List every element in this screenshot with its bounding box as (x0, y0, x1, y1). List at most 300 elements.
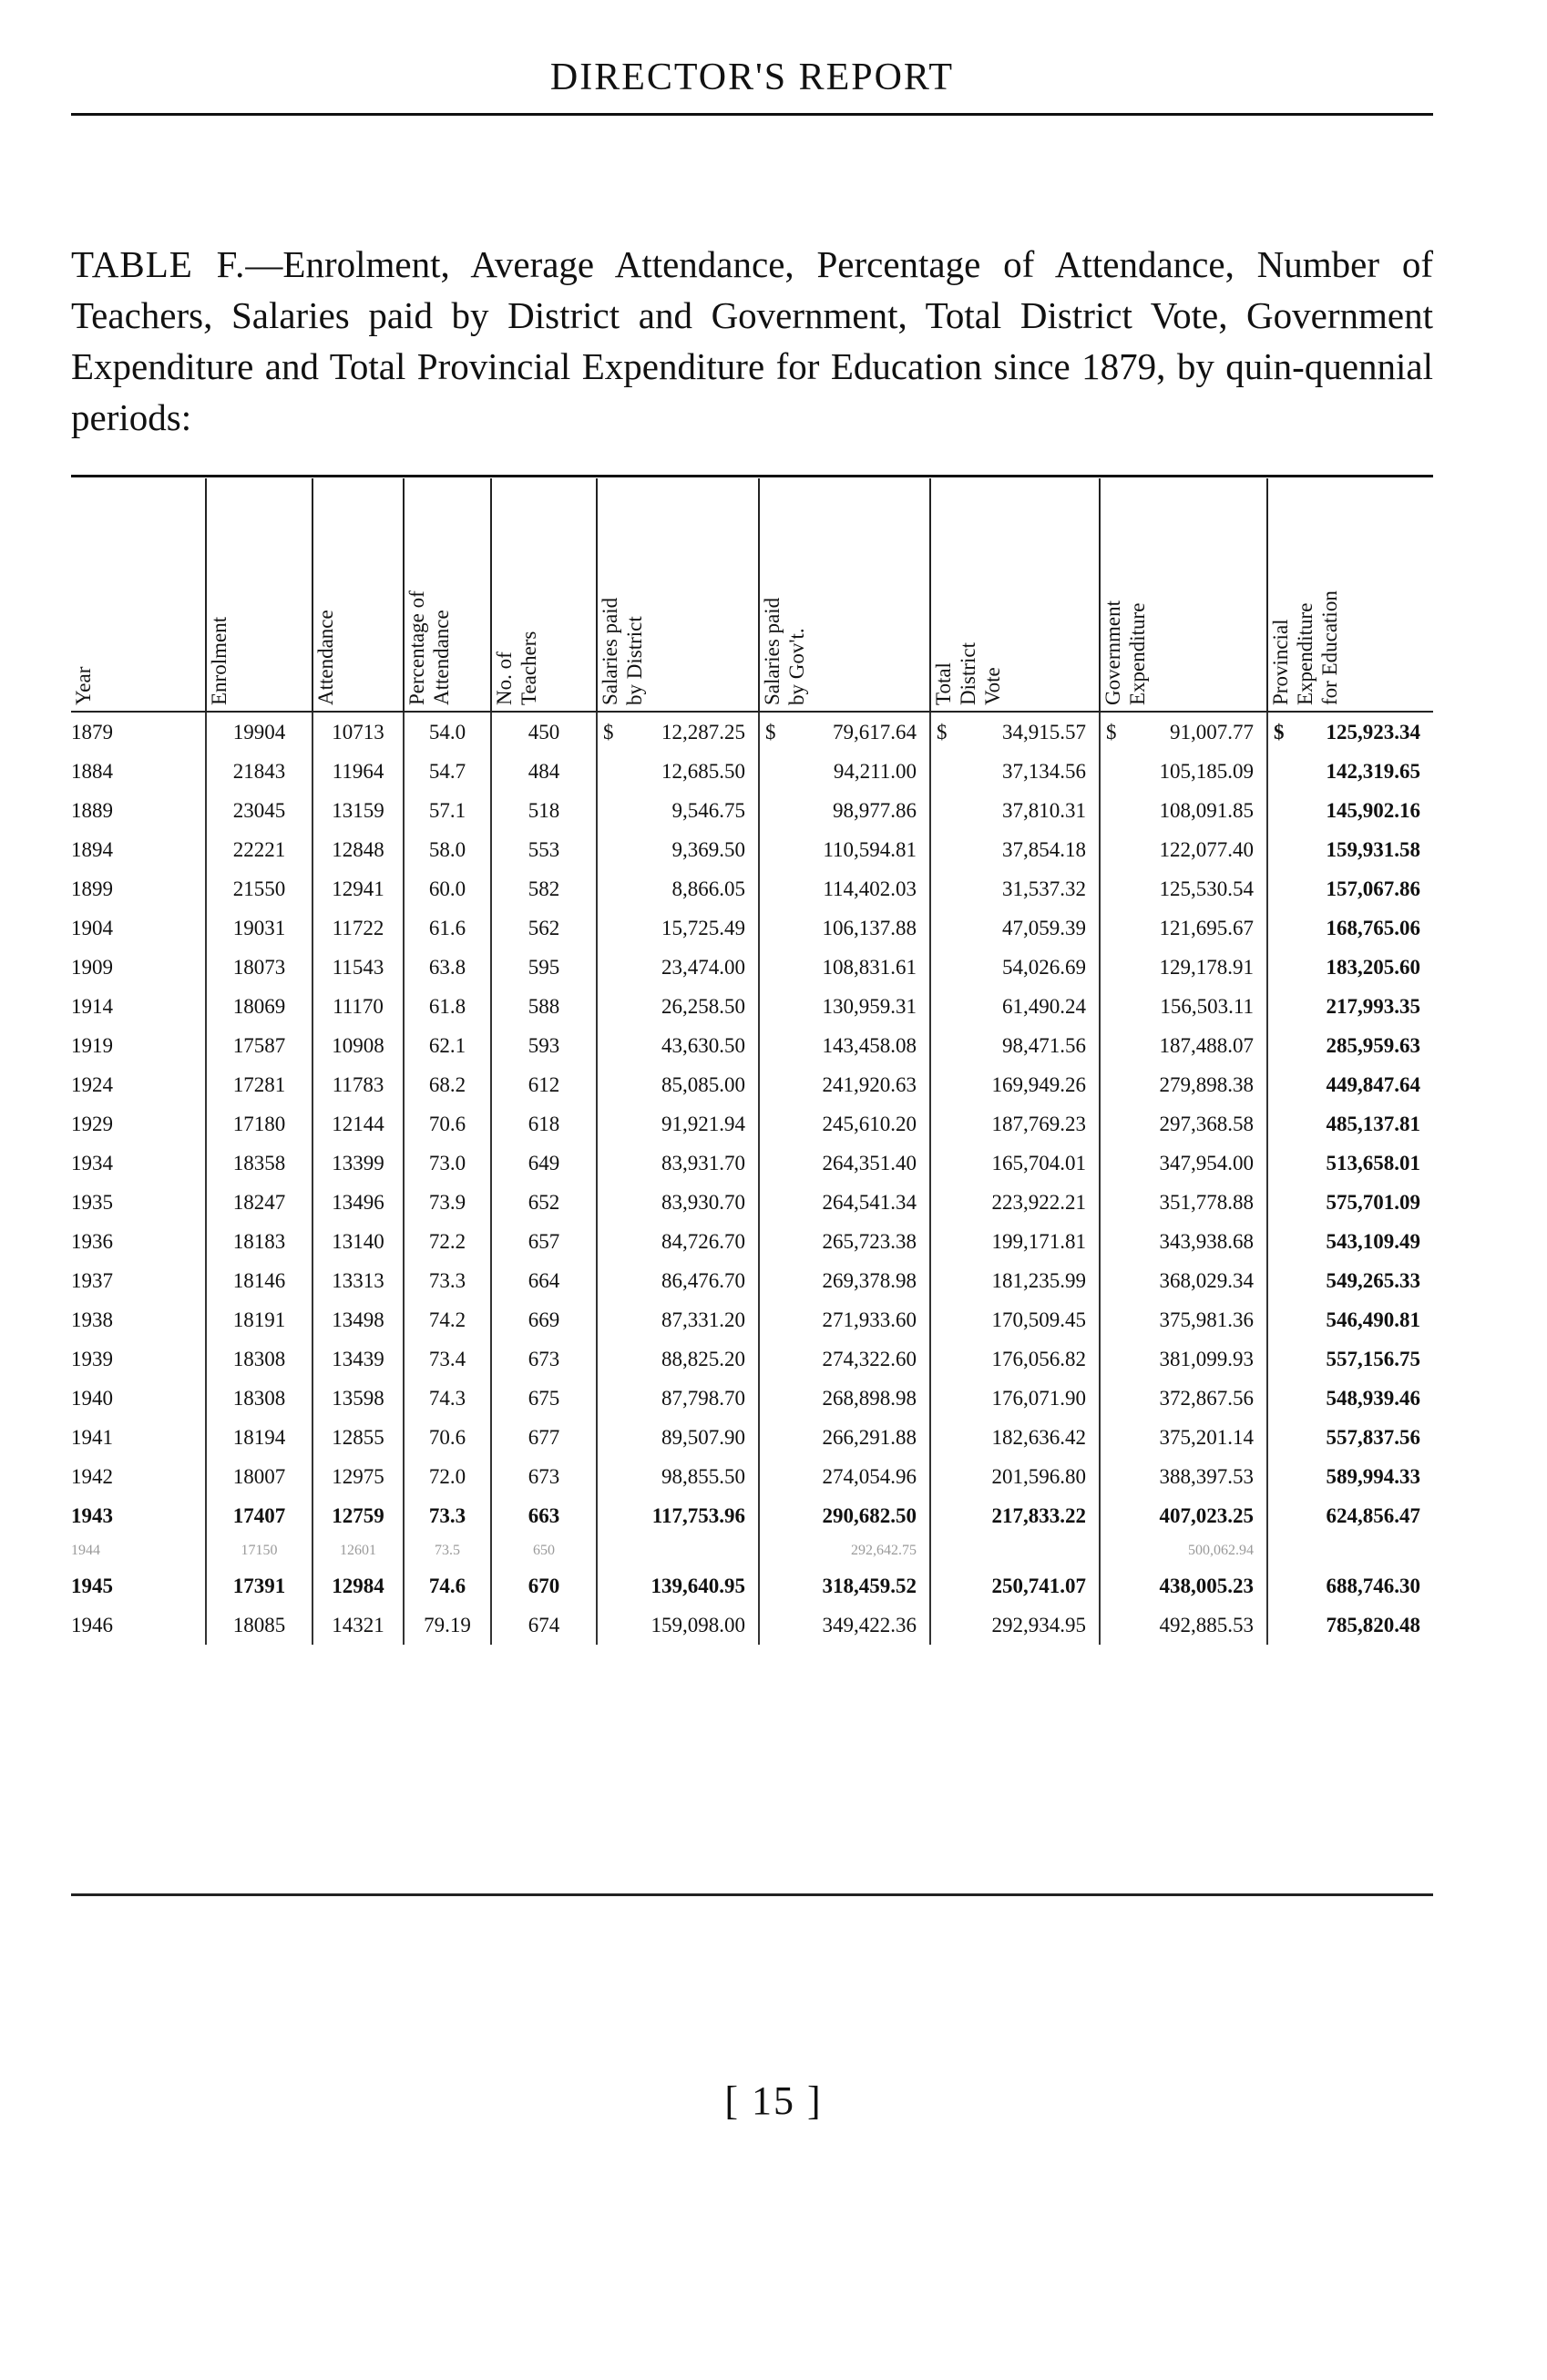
data-cell (206, 1566, 312, 1605)
table-row (71, 948, 1433, 987)
data-cell (491, 1457, 597, 1496)
data-cell (206, 908, 312, 948)
column-header-label: Enrolment (208, 616, 231, 705)
data-cell (1100, 948, 1267, 987)
data-cell (206, 948, 312, 987)
data-cell (930, 1418, 1100, 1457)
cell-value: 12601 (340, 1543, 376, 1558)
cell-value: 34,915.57 (1002, 720, 1086, 744)
cell-value: 18007 (232, 1464, 286, 1488)
data-cell (759, 1222, 930, 1261)
data-cell (759, 1535, 930, 1566)
data-cell (930, 1457, 1100, 1496)
data-cell (759, 1144, 930, 1183)
cell-value: 43,630.50 (661, 1033, 745, 1057)
cell-value: 553 (528, 837, 560, 861)
table-row (71, 712, 1433, 752)
cell-value: 31,537.32 (1002, 877, 1086, 900)
cell-value: 223,922.21 (991, 1190, 1086, 1214)
cell-value: 595 (528, 955, 560, 979)
cell-value: 1899 (71, 877, 113, 900)
cell-value: 114,402.03 (823, 877, 917, 900)
cell-value: 1941 (71, 1425, 113, 1449)
year-cell (71, 1418, 206, 1457)
cell-value: 1919 (71, 1033, 113, 1057)
cell-value: 674 (528, 1613, 560, 1636)
cell-value: 125,923.34 (1326, 720, 1420, 744)
data-cell (491, 1605, 597, 1645)
data-cell (491, 791, 597, 830)
data-cell (404, 712, 491, 752)
cell-value: 500,062.94 (1188, 1543, 1254, 1558)
data-cell (1267, 1222, 1433, 1261)
data-cell (759, 869, 930, 908)
cell-value: 18069 (232, 994, 286, 1018)
cell-value: 47,059.39 (1002, 916, 1086, 939)
caption-text: —Enrolment, Average Attendance, Percentage of Attendance, Number of Teachers, Salaries paid by District and Government, Total District Vote, Government Expenditure and Total Provincial Expenditure for Education since 1879, by quin-quennial periods: (71, 243, 1434, 438)
cell-value: 450 (528, 720, 560, 744)
cell-value: 484 (528, 759, 560, 783)
data-cell (404, 1457, 491, 1496)
cell-value: 9,369.50 (671, 837, 745, 861)
table-row (71, 1496, 1433, 1535)
cell-value: 663 (528, 1503, 560, 1527)
data-cell (1267, 1065, 1433, 1104)
data-cell (491, 948, 597, 987)
cell-value: 349,422.36 (822, 1613, 917, 1636)
data-cell (491, 908, 597, 948)
cell-value: 73.4 (428, 1347, 466, 1370)
data-cell (1100, 869, 1267, 908)
data-cell (1100, 1222, 1267, 1261)
data-cell (759, 1300, 930, 1339)
data-cell (1267, 1261, 1433, 1300)
data-cell (597, 1026, 759, 1065)
cell-value: 26,258.50 (661, 994, 745, 1018)
cell-value: 1939 (71, 1347, 113, 1370)
data-cell (930, 869, 1100, 908)
cell-value: 543,109.49 (1326, 1229, 1420, 1253)
currency-symbol: $ (1274, 720, 1285, 744)
year-cell (71, 1379, 206, 1418)
cell-value: 169,949.26 (991, 1072, 1086, 1096)
cell-value: 106,137.88 (822, 916, 917, 939)
cell-value: 23045 (232, 798, 286, 822)
cell-value: 18146 (232, 1268, 286, 1292)
cell-value: 513,658.01 (1326, 1151, 1420, 1175)
cell-value: 13598 (332, 1386, 384, 1410)
cell-value: 14321 (332, 1613, 384, 1636)
table-row (71, 1339, 1433, 1379)
data-cell (312, 987, 404, 1026)
data-cell (206, 1026, 312, 1065)
cell-value: 13399 (332, 1151, 384, 1175)
data-cell (404, 1104, 491, 1144)
cell-value: 199,171.81 (991, 1229, 1086, 1253)
data-cell (312, 1065, 404, 1104)
year-cell (71, 1496, 206, 1535)
data-cell (206, 1065, 312, 1104)
data-cell (930, 1026, 1100, 1065)
column-header-label: Attendance (314, 610, 337, 705)
cell-value: 89,507.90 (661, 1425, 745, 1449)
data-cell (312, 1026, 404, 1065)
data-cell (1100, 1026, 1267, 1065)
data-cell (1267, 830, 1433, 869)
year-cell (71, 1222, 206, 1261)
cell-value: 18308 (232, 1386, 286, 1410)
data-cell (597, 712, 759, 752)
data-cell (491, 712, 597, 752)
data-cell (759, 1418, 930, 1457)
year-cell (71, 1300, 206, 1339)
table-row (71, 1300, 1433, 1339)
data-cell (206, 1222, 312, 1261)
cell-value: 91,921.94 (661, 1112, 745, 1135)
data-cell (312, 1222, 404, 1261)
data-cell (1100, 1261, 1267, 1300)
cell-value: 108,091.85 (1159, 798, 1254, 822)
table-row (71, 1144, 1433, 1183)
cell-value: 250,741.07 (991, 1574, 1086, 1597)
data-cell (759, 1065, 930, 1104)
data-cell (404, 987, 491, 1026)
cell-value: 12941 (332, 877, 384, 900)
data-cell (1267, 712, 1433, 752)
cell-value: 670 (528, 1574, 560, 1597)
data-cell (1100, 908, 1267, 948)
data-cell (930, 830, 1100, 869)
cell-value: 19031 (232, 916, 286, 939)
data-cell (930, 1183, 1100, 1222)
cell-value: 10908 (332, 1033, 384, 1057)
data-cell (930, 1222, 1100, 1261)
cell-value: 12,685.50 (661, 759, 745, 783)
data-cell (1267, 1535, 1433, 1566)
cell-value: 17180 (232, 1112, 286, 1135)
cell-value: 17391 (232, 1574, 286, 1597)
cell-value: 274,322.60 (822, 1347, 917, 1370)
data-cell (1100, 1300, 1267, 1339)
cell-value: 58.0 (428, 837, 466, 861)
cell-value: 72.0 (428, 1464, 466, 1488)
table-row (71, 1261, 1433, 1300)
cell-value: 343,938.68 (1159, 1229, 1254, 1253)
data-cell (930, 1261, 1100, 1300)
cell-value: 612 (528, 1072, 560, 1096)
data-cell (404, 1566, 491, 1605)
data-cell (930, 1566, 1100, 1605)
cell-value: 79,617.64 (833, 720, 917, 744)
cell-value: 98,977.86 (833, 798, 917, 822)
year-cell (71, 1026, 206, 1065)
cell-value: 582 (528, 877, 560, 900)
cell-value: 13313 (332, 1268, 384, 1292)
cell-value: 130,959.31 (822, 994, 917, 1018)
data-cell (597, 1379, 759, 1418)
cell-value: 60.0 (428, 877, 466, 900)
header-rule (71, 113, 1433, 116)
table-bottom-rule (71, 1893, 1433, 1896)
cell-value: 139,640.95 (651, 1574, 745, 1597)
data-cell (404, 1605, 491, 1645)
cell-value: 1879 (71, 720, 113, 744)
data-cell (312, 712, 404, 752)
table-top-rule (71, 475, 1433, 477)
cell-value: 546,490.81 (1326, 1308, 1420, 1331)
data-cell (491, 1222, 597, 1261)
cell-value: 13140 (332, 1229, 384, 1253)
table-row (71, 987, 1433, 1026)
data-cell (930, 1496, 1100, 1535)
cell-value: 142,319.65 (1326, 759, 1420, 783)
data-cell (206, 1496, 312, 1535)
data-cell (597, 1496, 759, 1535)
cell-value: 62.1 (428, 1033, 466, 1057)
data-cell (1267, 1300, 1433, 1339)
cell-value: 74.3 (428, 1386, 466, 1410)
data-cell (930, 948, 1100, 987)
data-cell (759, 1026, 930, 1065)
data-cell (759, 1605, 930, 1645)
cell-value: 108,831.61 (822, 955, 917, 979)
cell-value: 11543 (332, 955, 384, 979)
cell-value: 68.2 (428, 1072, 466, 1096)
data-cell (404, 752, 491, 791)
data-cell (491, 1144, 597, 1183)
data-cell (1267, 1418, 1433, 1457)
currency-symbol: $ (765, 720, 776, 744)
cell-value: 217,833.22 (991, 1503, 1086, 1527)
cell-value: 91,007.77 (1170, 720, 1254, 744)
data-cell (312, 1418, 404, 1457)
column-header (1100, 478, 1267, 712)
data-cell (597, 1457, 759, 1496)
data-cell (491, 869, 597, 908)
year-cell (71, 712, 206, 752)
data-cell (206, 1418, 312, 1457)
data-cell (404, 1261, 491, 1300)
cell-value: 21843 (232, 759, 286, 783)
cell-value: 274,054.96 (822, 1464, 917, 1488)
data-cell (759, 1261, 930, 1300)
cell-value: 13496 (332, 1190, 384, 1214)
cell-value: 673 (528, 1464, 560, 1488)
data-cell (206, 1379, 312, 1418)
cell-value: 18183 (232, 1229, 286, 1253)
data-cell (404, 1339, 491, 1379)
cell-value: 664 (528, 1268, 560, 1292)
cell-value: 657 (528, 1229, 560, 1253)
data-cell (597, 1605, 759, 1645)
cell-value: 168,765.06 (1326, 916, 1420, 939)
data-cell (206, 791, 312, 830)
cell-value: 11170 (333, 994, 384, 1018)
cell-value: 1904 (71, 916, 113, 939)
data-cell (930, 712, 1100, 752)
data-cell (1267, 1566, 1433, 1605)
cell-value: 1940 (71, 1386, 113, 1410)
cell-value: 1935 (71, 1190, 113, 1214)
data-cell (597, 1300, 759, 1339)
data-table (71, 478, 1433, 1645)
cell-value: 18308 (232, 1347, 286, 1370)
cell-value: 372,867.56 (1159, 1386, 1254, 1410)
data-cell (1100, 752, 1267, 791)
data-cell (930, 1535, 1100, 1566)
cell-value: 1929 (71, 1112, 113, 1135)
table-caption (71, 239, 1433, 443)
cell-value: 88,825.20 (661, 1347, 745, 1370)
data-cell (597, 1339, 759, 1379)
cell-value: 70.6 (428, 1425, 466, 1449)
data-cell (1267, 791, 1433, 830)
year-cell (71, 987, 206, 1026)
data-cell (930, 987, 1100, 1026)
cell-value: 18085 (232, 1613, 286, 1636)
cell-value: 1924 (71, 1072, 113, 1096)
cell-value: 652 (528, 1190, 560, 1214)
data-cell (404, 1418, 491, 1457)
data-cell (1100, 1065, 1267, 1104)
cell-value: 176,071.90 (991, 1386, 1086, 1410)
cell-value: 12975 (332, 1464, 384, 1488)
data-cell (759, 987, 930, 1026)
column-header-label: Government Expenditure (1101, 600, 1149, 705)
data-cell (312, 1261, 404, 1300)
data-cell (404, 1065, 491, 1104)
year-cell (71, 1566, 206, 1605)
column-header (930, 478, 1100, 712)
data-cell (491, 1261, 597, 1300)
year-cell (71, 1605, 206, 1645)
data-cell (404, 830, 491, 869)
data-cell (930, 752, 1100, 791)
cell-value: 73.3 (428, 1268, 466, 1292)
cell-value: 54.0 (428, 720, 466, 744)
data-cell (1267, 869, 1433, 908)
year-cell (71, 908, 206, 948)
data-cell (597, 830, 759, 869)
data-cell (312, 1566, 404, 1605)
caption-lead: TABLE F. (71, 243, 246, 285)
data-cell (1100, 791, 1267, 830)
cell-value: 1884 (71, 759, 113, 783)
cell-value: 110,594.81 (823, 837, 917, 861)
data-cell (1100, 830, 1267, 869)
table-row (71, 1104, 1433, 1144)
data-cell (404, 1300, 491, 1339)
cell-value: 264,351.40 (822, 1151, 917, 1175)
cell-value: 381,099.93 (1159, 1347, 1254, 1370)
data-cell (1100, 1183, 1267, 1222)
data-cell (312, 1457, 404, 1496)
table-row (71, 1457, 1433, 1496)
cell-value: 11783 (332, 1072, 384, 1096)
cell-value: 18194 (232, 1425, 286, 1449)
cell-value: 18191 (232, 1308, 286, 1331)
cell-value: 588 (528, 994, 560, 1018)
year-cell (71, 1183, 206, 1222)
data-cell (759, 1566, 930, 1605)
data-cell (312, 1300, 404, 1339)
cell-value: 649 (528, 1151, 560, 1175)
data-cell (1267, 1457, 1433, 1496)
cell-value: 17407 (232, 1503, 286, 1527)
data-cell (1100, 1418, 1267, 1457)
cell-value: 94,211.00 (833, 759, 917, 783)
data-cell (597, 1222, 759, 1261)
cell-value: 245,610.20 (822, 1112, 917, 1135)
year-cell (71, 1104, 206, 1144)
cell-value: 176,056.82 (991, 1347, 1086, 1370)
table-row (71, 1566, 1433, 1605)
cell-value: 73.0 (428, 1151, 466, 1175)
data-cell (597, 948, 759, 987)
cell-value: 122,077.40 (1159, 837, 1254, 861)
data-cell (1267, 752, 1433, 791)
data-cell (597, 1183, 759, 1222)
cell-value: 157,067.86 (1326, 877, 1420, 900)
data-cell (206, 712, 312, 752)
data-cell (597, 1144, 759, 1183)
cell-value: 1946 (71, 1613, 113, 1636)
cell-value: 22221 (232, 837, 286, 861)
data-cell (1100, 712, 1267, 752)
cell-value: 1942 (71, 1464, 113, 1488)
cell-value: 1909 (71, 955, 113, 979)
data-cell (206, 1339, 312, 1379)
cell-value: 1894 (71, 837, 113, 861)
data-cell (759, 1183, 930, 1222)
cell-value: 61.6 (428, 916, 466, 939)
data-cell (491, 830, 597, 869)
data-cell (404, 948, 491, 987)
cell-value: 13439 (332, 1347, 384, 1370)
data-cell (1267, 1144, 1433, 1183)
cell-value: 375,981.36 (1159, 1308, 1254, 1331)
table-row (71, 1222, 1433, 1261)
cell-value: 12855 (332, 1425, 384, 1449)
data-cell (1267, 1183, 1433, 1222)
cell-value: 125,530.54 (1159, 877, 1254, 900)
data-cell (759, 908, 930, 948)
cell-value: 264,541.34 (822, 1190, 917, 1214)
cell-value: 1944 (71, 1543, 100, 1558)
cell-value: 70.6 (428, 1112, 466, 1135)
cell-value: 677 (528, 1425, 560, 1449)
data-cell (404, 1183, 491, 1222)
data-cell (597, 1104, 759, 1144)
data-cell (759, 712, 930, 752)
data-cell (930, 1339, 1100, 1379)
cell-value: 63.8 (428, 955, 466, 979)
data-cell (312, 1496, 404, 1535)
cell-value: 72.2 (428, 1229, 466, 1253)
column-header-label: Year (72, 666, 95, 705)
data-cell (930, 1300, 1100, 1339)
data-cell (491, 1496, 597, 1535)
data-cell (759, 752, 930, 791)
cell-value: 83,931.70 (661, 1151, 745, 1175)
data-cell (759, 1379, 930, 1418)
data-cell (491, 1183, 597, 1222)
column-header-label: Salaries paid by District (599, 597, 646, 705)
cell-value: 143,458.08 (822, 1033, 917, 1057)
cell-value: 557,156.75 (1326, 1347, 1420, 1370)
table-row (71, 791, 1433, 830)
data-cell (404, 1026, 491, 1065)
